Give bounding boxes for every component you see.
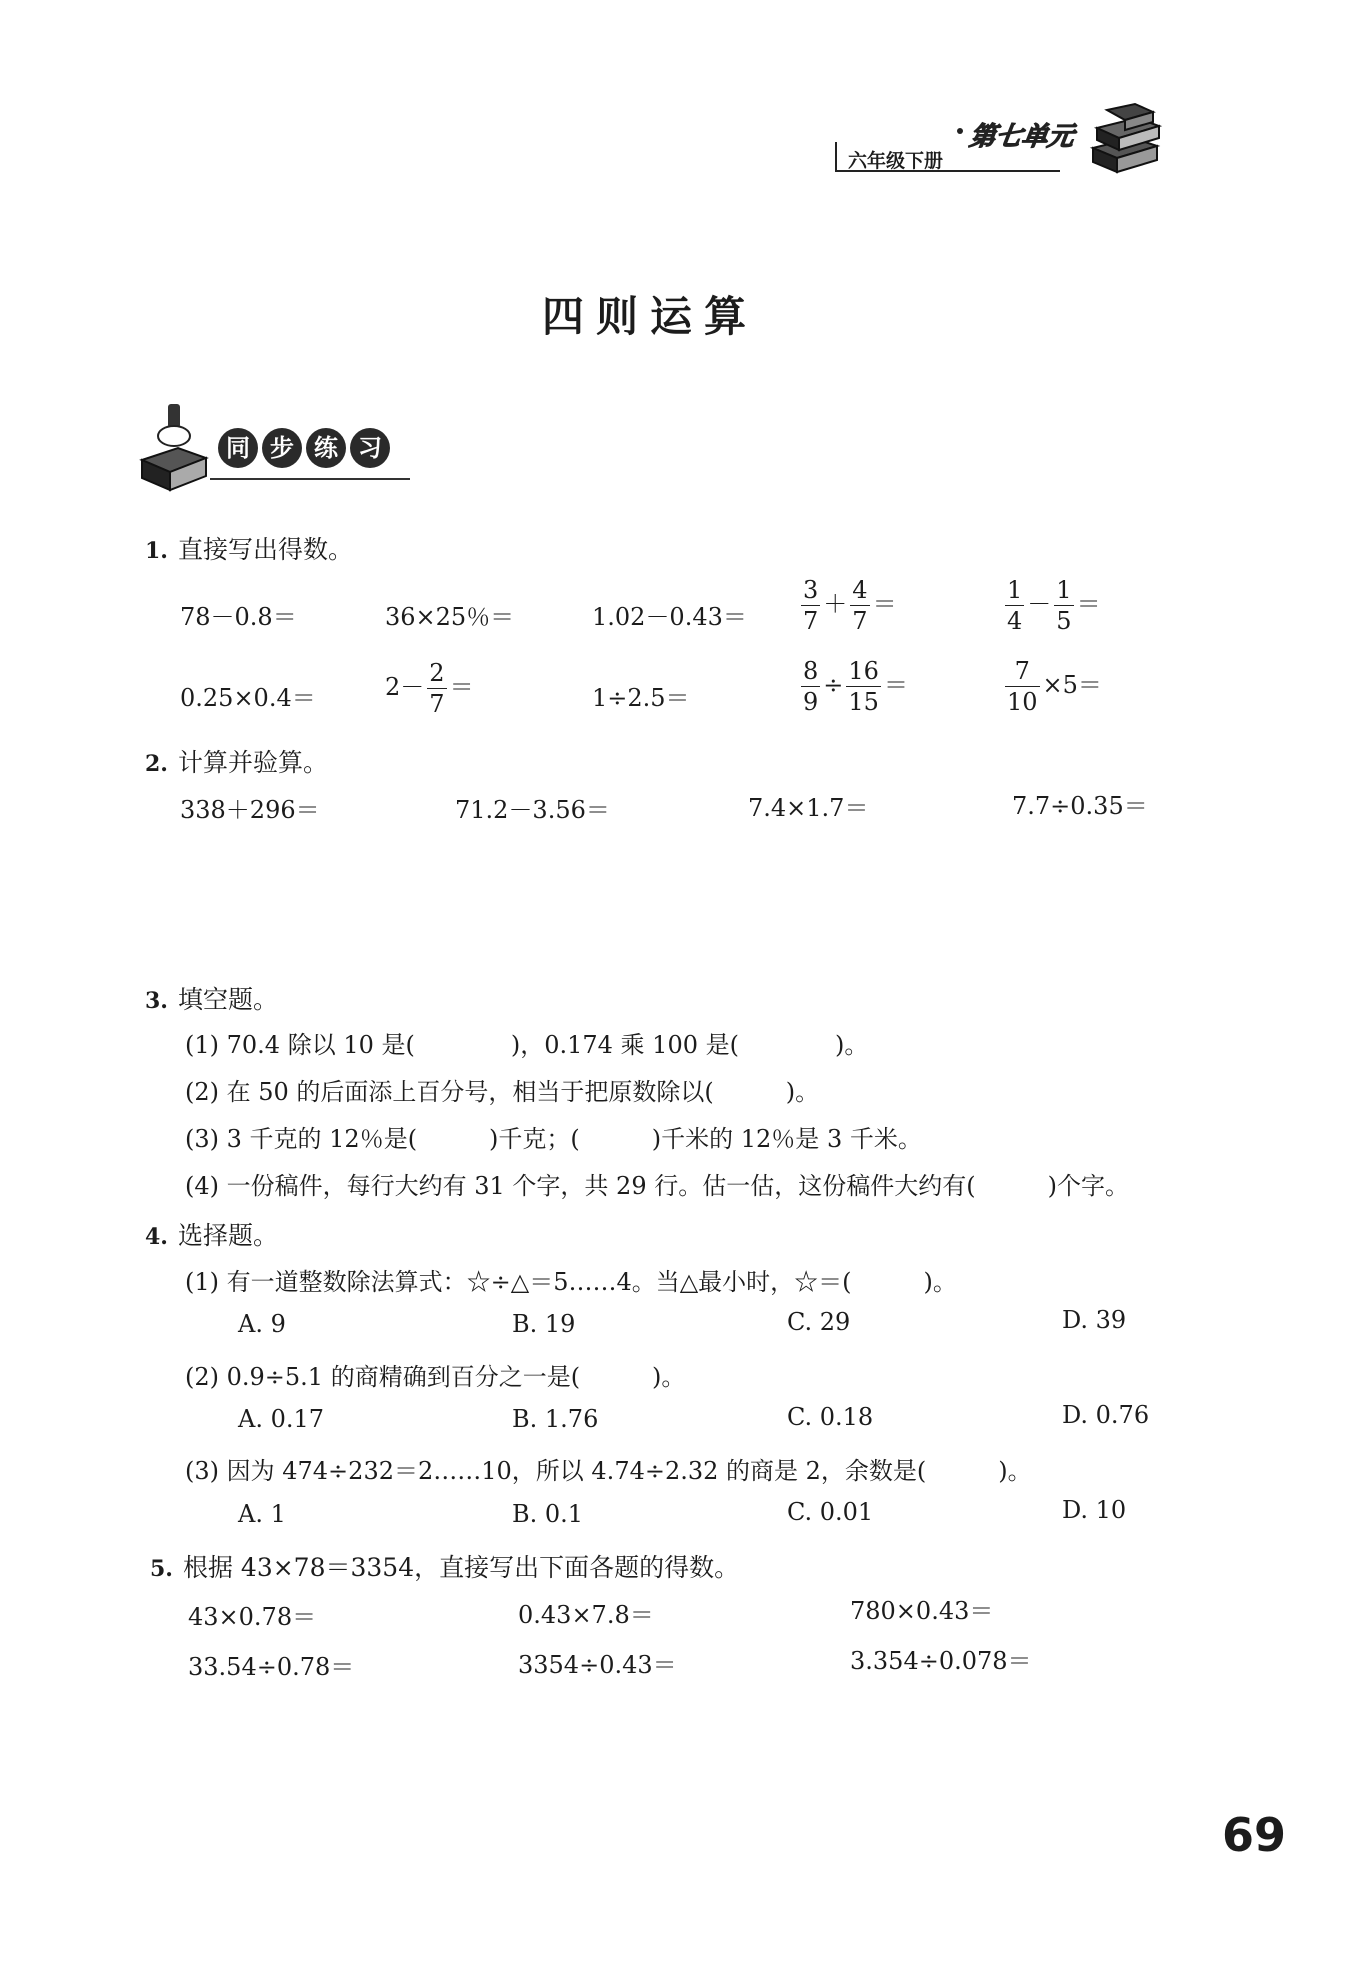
grade-label: 六年级下册 (848, 150, 944, 172)
books-icon (1085, 100, 1165, 178)
header-dot (957, 128, 963, 134)
q5-expression: 0.43×7.8＝ (518, 1601, 654, 1629)
question-5-heading (150, 1548, 739, 1584)
q1-fraction-expression: 2－ $\frac{2}{7}$ ＝ (385, 659, 474, 718)
question-4-heading (145, 1216, 278, 1252)
question-1-heading (145, 530, 353, 566)
q5-expression: 3.354÷0.078＝ (850, 1647, 1032, 1675)
q4-option: D. 39 (1062, 1306, 1127, 1334)
question-text: 选择题。 (177, 1221, 278, 1250)
question-text: 填空题。 (177, 985, 278, 1014)
question-number: 4. (145, 1224, 168, 1250)
q4-option: B. 19 (512, 1310, 576, 1338)
section-char-1: 同 (218, 428, 258, 468)
q3-item: (3) 3 千克的 12％是( )千克；( )千米的 12％是 3 千米。 (185, 1125, 922, 1153)
q2-expression: 7.7÷0.35＝ (1012, 792, 1148, 820)
q4-option: B. 1.76 (512, 1405, 599, 1433)
q3-item: (1) 70.4 除以 10 是( )，0.174 乘 100 是( )。 (185, 1031, 869, 1059)
section-char-4: 习 (350, 428, 390, 468)
q1-fraction-expression: $\frac{7}{10}$ ×5＝ (1007, 657, 1102, 716)
question-text: 计算并验算。 (177, 748, 328, 777)
book-stack-icon (138, 402, 210, 494)
q4-option: D. 10 (1062, 1496, 1127, 1524)
section-char-2: 步 (262, 428, 302, 468)
q4-stem: (1) 有一道整数除法算式：☆÷△＝5……4。当△最小时，☆＝( )。 (185, 1268, 957, 1296)
question-number: 5. (150, 1556, 173, 1582)
q4-option: A. 1 (238, 1500, 286, 1528)
question-text: 根据 43×78＝3354，直接写出下面各题的得数。 (182, 1553, 740, 1582)
section-underline (210, 478, 410, 480)
q4-option: C. 29 (787, 1308, 851, 1336)
q1-expression: 1÷2.5＝ (592, 684, 690, 712)
q4-option: C. 0.01 (787, 1498, 874, 1526)
q2-expression: 7.4×1.7＝ (748, 794, 869, 822)
q1-expression: 1.02－0.43＝ (592, 603, 747, 631)
q5-expression: 780×0.43＝ (850, 1597, 994, 1625)
question-2-heading (145, 743, 328, 779)
q1-expression: 78－0.8＝ (180, 603, 297, 631)
q2-expression: 338＋296＝ (180, 796, 320, 824)
q1-fraction-expression: $\frac{3}{7}$ ＋ $\frac{4}{7}$ ＝ (803, 576, 897, 635)
question-text: 直接写出得数。 (177, 535, 353, 564)
q1-expression: 36×25％＝ (385, 603, 515, 631)
section-char-3: 练 (306, 428, 346, 468)
q5-expression: 43×0.78＝ (188, 1603, 317, 1631)
q4-stem: (3) 因为 474÷232＝2……10，所以 4.74÷2.32 的商是 2，余数是( )。 (185, 1457, 1032, 1485)
q2-expression: 71.2－3.56＝ (455, 796, 610, 824)
unit-label: 第七单元 (967, 122, 1076, 152)
q1-expression: 0.25×0.4＝ (180, 684, 316, 712)
question-number: 3. (145, 988, 168, 1014)
q4-option: A. 0.17 (238, 1405, 325, 1433)
q4-option: D. 0.76 (1062, 1401, 1150, 1429)
q5-expression: 3354÷0.43＝ (518, 1651, 677, 1679)
q3-item: (2) 在 50 的后面添上百分号，相当于把原数除以( )。 (185, 1078, 820, 1106)
q3-item: (4) 一份稿件，每行大约有 31 个字，共 29 行。估一估，这份稿件大约有( )个字。 (185, 1172, 1129, 1200)
q4-stem: (2) 0.9÷5.1 的商精确到百分之一是( )。 (185, 1363, 686, 1391)
question-number: 1. (145, 538, 168, 564)
header-divider (835, 170, 1060, 172)
q4-option: B. 0.1 (512, 1500, 584, 1528)
question-3-heading (145, 980, 278, 1016)
q4-option: C. 0.18 (787, 1403, 874, 1431)
q1-fraction-expression: $\frac{1}{4}$ － $\frac{1}{5}$ ＝ (1007, 576, 1101, 635)
header-divider-vertical (835, 142, 837, 170)
q1-fraction-expression: $\frac{8}{9}$ ÷ $\frac{16}{15}$ ＝ (803, 657, 908, 716)
q4-option: A. 9 (238, 1310, 286, 1338)
page-title: 四则运算 (541, 292, 758, 341)
question-number: 2. (145, 751, 168, 777)
q5-expression: 33.54÷0.78＝ (188, 1653, 355, 1681)
page-number: 69 (1222, 1808, 1287, 1862)
